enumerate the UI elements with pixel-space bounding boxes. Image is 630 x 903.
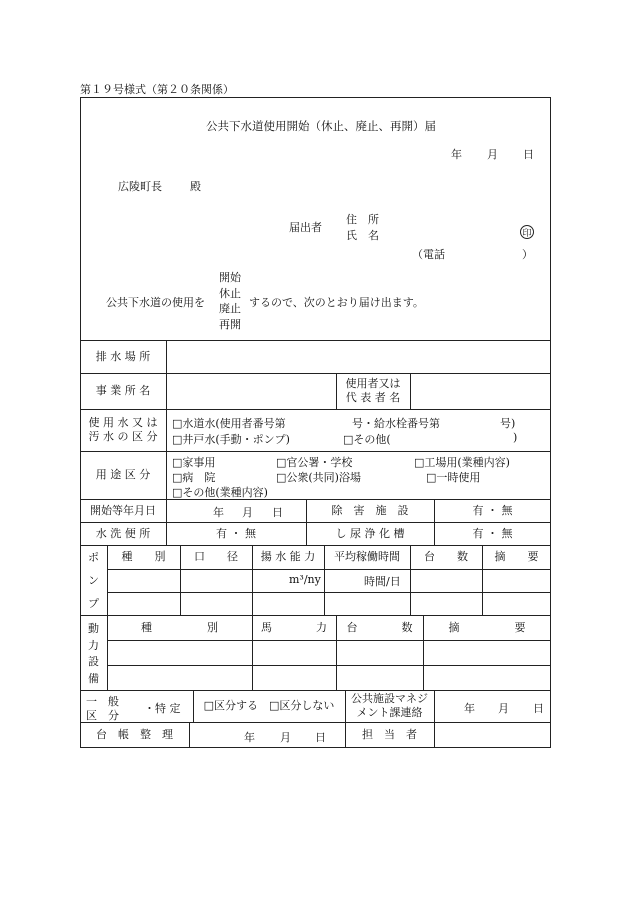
date-year: 年 bbox=[451, 148, 462, 161]
ledger-label: 台 帳 整 理 bbox=[96, 728, 173, 742]
water-option-other[interactable]: □その他( bbox=[343, 433, 391, 446]
power-header-type: 種 別 bbox=[141, 620, 218, 634]
date-day: 日 bbox=[523, 148, 534, 161]
power-char-2: 力 bbox=[88, 638, 99, 652]
user-or-rep-label bbox=[336, 373, 410, 409]
power-header-remarks: 摘 要 bbox=[448, 620, 526, 634]
power-char-4: 備 bbox=[88, 671, 99, 685]
user-or-rep-line2: 代 表 者 名 bbox=[345, 391, 401, 404]
phone-open: （電話 bbox=[412, 248, 445, 261]
usage-government-school[interactable]: □官公署・学校 bbox=[276, 456, 353, 469]
pump-char-1: ポ bbox=[88, 551, 99, 564]
flush-toilet-yes-no[interactable]: 有 ・ 無 bbox=[216, 526, 256, 540]
ledger-month: 月 bbox=[280, 731, 291, 744]
start-date-month: 月 bbox=[242, 506, 253, 519]
address-label: 住 所 bbox=[346, 213, 379, 226]
flush-toilet-label: 水 洗 便 所 bbox=[95, 526, 151, 540]
usage-household[interactable]: □家事用 bbox=[172, 456, 216, 469]
classification-general-bottom: 区 分 bbox=[86, 709, 119, 722]
start-date-day: 日 bbox=[272, 506, 283, 519]
form-number: 第１９号様式（第２０条関係） bbox=[80, 83, 234, 96]
addressee: 広陵町長 bbox=[118, 180, 162, 193]
drain-location-field[interactable] bbox=[167, 341, 550, 373]
statement-options bbox=[219, 270, 241, 332]
option-resume: 再開 bbox=[219, 317, 241, 331]
option-start: 開始 bbox=[219, 271, 241, 284]
phone-close: ） bbox=[522, 248, 533, 261]
statement-suffix: するので、次のとおり届け出ます。 bbox=[249, 296, 424, 309]
user-or-rep-field[interactable] bbox=[411, 374, 550, 409]
water-type-line1: 使 用 水 又 は bbox=[88, 415, 158, 429]
pump-header-capacity: 揚 水 能 力 bbox=[260, 550, 316, 564]
applicant-label: 届出者 bbox=[289, 221, 322, 234]
power-equipment-label bbox=[80, 620, 107, 686]
usage-label: 用 途 区 分 bbox=[95, 468, 151, 482]
contact-month: 月 bbox=[498, 702, 509, 715]
public-facility-line1: 公共施設マネジ bbox=[351, 691, 428, 705]
pump-unit-hours: 時間/日 bbox=[364, 575, 401, 588]
user-or-rep-line1: 使用者又は bbox=[345, 376, 401, 390]
power-header-horsepower: 馬 力 bbox=[261, 620, 327, 634]
septic-tank-yes-no[interactable]: 有 ・ 無 bbox=[472, 526, 513, 540]
business-name-field[interactable] bbox=[167, 374, 335, 409]
pump-char-3: プ bbox=[88, 597, 99, 610]
pump-header-count: 台 数 bbox=[424, 550, 468, 564]
name-label: 氏 名 bbox=[346, 229, 379, 242]
pump-header-diameter: 口 径 bbox=[194, 550, 238, 564]
classification-general-top: 一 般 bbox=[86, 695, 119, 708]
classification-dot: ・ bbox=[144, 702, 155, 715]
public-facility-label bbox=[345, 690, 434, 722]
honorific: 殿 bbox=[190, 180, 201, 193]
pump-header-type: 種 別 bbox=[121, 550, 166, 564]
usage-other[interactable]: □その他(業種内容) bbox=[172, 486, 268, 499]
power-char-1: 動 bbox=[88, 622, 99, 635]
water-type-line2: 汚 水 の 区 分 bbox=[88, 430, 158, 443]
septic-tank-label: し 尿 浄 化 槽 bbox=[335, 526, 405, 540]
date-month: 月 bbox=[487, 148, 498, 161]
water-type-label bbox=[80, 409, 166, 451]
form-title: 公共下水道使用開始（休止、廃止、再開）届 bbox=[206, 119, 436, 133]
ledger-day: 日 bbox=[315, 731, 326, 744]
classification-specific: 特 定 bbox=[155, 702, 181, 715]
person-in-charge-label: 担 当 者 bbox=[362, 728, 417, 742]
pump-label bbox=[80, 549, 107, 611]
pump-header-hours: 平均稼働時間 bbox=[334, 550, 400, 564]
usage-temporary[interactable]: □一時使用 bbox=[426, 471, 481, 484]
water-option-tap-close: 号) bbox=[500, 417, 516, 430]
public-facility-line2: メント課連絡 bbox=[356, 706, 423, 719]
seal-mark: 印 bbox=[520, 225, 534, 239]
contact-year: 年 bbox=[464, 702, 475, 715]
water-option-well[interactable]: □井戸水(手動・ポンプ) bbox=[172, 433, 290, 446]
option-pause: 休止 bbox=[219, 286, 241, 300]
pump-char-2: ン bbox=[88, 574, 99, 587]
water-option-tap-faucet: 号・給水栓番号第 bbox=[352, 417, 440, 430]
water-option-tap[interactable]: □水道水(使用者番号第 bbox=[172, 417, 286, 430]
person-in-charge-field[interactable] bbox=[435, 723, 550, 748]
drain-location-label: 排 水 場 所 bbox=[95, 349, 151, 363]
power-char-3: 設 bbox=[88, 655, 99, 669]
removal-facility-yes-no[interactable]: 有 ・ 無 bbox=[472, 503, 513, 517]
contact-day: 日 bbox=[533, 702, 544, 715]
start-date-label: 開始等年月日 bbox=[90, 503, 156, 517]
ledger-year: 年 bbox=[244, 731, 255, 744]
removal-facility-label: 除 害 施 設 bbox=[331, 503, 409, 517]
business-name-label: 事 業 所 名 bbox=[95, 384, 151, 398]
start-date-year: 年 bbox=[213, 506, 224, 519]
classification-options[interactable]: □区分する □区分しない bbox=[203, 699, 335, 713]
power-header-count: 台 数 bbox=[346, 620, 413, 634]
usage-public-bath[interactable]: □公衆(共同)浴場 bbox=[276, 471, 361, 484]
usage-factory[interactable]: □工場用(業種内容) bbox=[414, 456, 510, 469]
pump-unit-capacity: m³/ny bbox=[289, 573, 321, 586]
water-option-other-close: ) bbox=[513, 431, 518, 444]
statement-prefix: 公共下水道の使用を bbox=[106, 296, 205, 309]
usage-hospital[interactable]: □病 院 bbox=[172, 471, 216, 484]
pump-header-remarks: 摘 要 bbox=[494, 550, 539, 564]
option-abolish: 廃止 bbox=[219, 302, 241, 315]
